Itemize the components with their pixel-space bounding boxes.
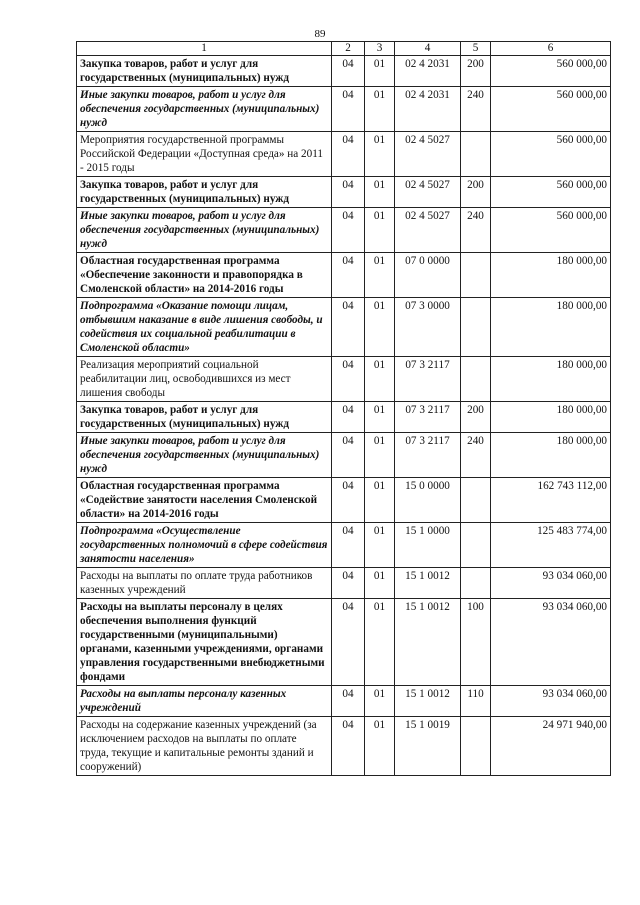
amount-cell: 180 000,00 [491,402,611,433]
table-row [77,298,611,357]
section-code-cell: 04 [332,599,365,686]
amount-cell: 24 971 940,00 [491,717,611,776]
target-article-cell: 07 3 2117 [395,433,461,478]
target-article-cell: 15 1 0012 [395,599,461,686]
row-name-cell: Иные закупки товаров, работ и услуг для обеспечения государственных (муниципальных) нужд [77,433,332,478]
target-article-cell: 07 3 2117 [395,357,461,402]
subsection-code-cell: 01 [365,357,395,402]
subsection-code-cell: 01 [365,177,395,208]
expense-type-cell [461,132,491,177]
target-article-cell: 02 4 5027 [395,132,461,177]
section-code-cell: 04 [332,208,365,253]
expense-type-cell [461,357,491,402]
header-cell: 1 [77,42,332,56]
section-code-cell: 04 [332,298,365,357]
section-code-cell: 04 [332,402,365,433]
header-cell: 4 [395,42,461,56]
expense-type-cell [461,478,491,523]
amount-cell: 560 000,00 [491,177,611,208]
row-name-cell: Иные закупки товаров, работ и услуг для обеспечения государственных (муниципальных) нужд [77,87,332,132]
row-name-cell: Расходы на содержание казенных учреждений (за исключением расходов на выплаты по оплате труда, текущие и капитальные ремонты зданий и сооружений) [77,717,332,776]
expense-type-cell: 200 [461,56,491,87]
section-code-cell: 04 [332,56,365,87]
expense-type-cell: 240 [461,208,491,253]
header-row [77,42,611,56]
table-row [77,208,611,253]
target-article-cell: 07 3 2117 [395,402,461,433]
amount-cell: 125 483 774,00 [491,523,611,568]
row-name-cell: Иные закупки товаров, работ и услуг для обеспечения государственных (муниципальных) нужд [77,208,332,253]
target-article-cell: 07 0 0000 [395,253,461,298]
subsection-code-cell: 01 [365,253,395,298]
expense-type-cell: 200 [461,177,491,208]
section-code-cell: 04 [332,568,365,599]
expense-type-cell: 100 [461,599,491,686]
header-cell: 6 [491,42,611,56]
expense-type-cell: 240 [461,433,491,478]
amount-cell: 93 034 060,00 [491,568,611,599]
target-article-cell: 15 1 0000 [395,523,461,568]
table-row [77,132,611,177]
section-code-cell: 04 [332,478,365,523]
row-name-cell: Расходы на выплаты персоналу казенных учреждений [77,686,332,717]
amount-cell: 93 034 060,00 [491,686,611,717]
target-article-cell: 02 4 5027 [395,177,461,208]
expense-type-cell: 110 [461,686,491,717]
subsection-code-cell: 01 [365,208,395,253]
subsection-code-cell: 01 [365,478,395,523]
budget-table [76,41,611,776]
amount-cell: 180 000,00 [491,433,611,478]
target-article-cell: 02 4 5027 [395,208,461,253]
section-code-cell: 04 [332,523,365,568]
subsection-code-cell: 01 [365,568,395,599]
subsection-code-cell: 01 [365,298,395,357]
target-article-cell: 15 1 0019 [395,717,461,776]
row-name-cell: Областная государственная программа «Содействие занятости населения Смоленской области» на 2014-2016 годы [77,478,332,523]
section-code-cell: 04 [332,132,365,177]
target-article-cell: 15 0 0000 [395,478,461,523]
row-name-cell: Подпрограмма «Оказание помощи лицам, отбывшим наказание в виде лишения свободы, и содействия их социальной реабилитации в Смоленской области» [77,298,332,357]
expense-type-cell [461,298,491,357]
header-cell: 2 [332,42,365,56]
table-row [77,478,611,523]
subsection-code-cell: 01 [365,433,395,478]
amount-cell: 162 743 112,00 [491,478,611,523]
expense-type-cell [461,568,491,599]
row-name-cell: Закупка товаров, работ и услуг для государственных (муниципальных) нужд [77,177,332,208]
table-row [77,177,611,208]
header-cell: 3 [365,42,395,56]
table-row [77,717,611,776]
amount-cell: 560 000,00 [491,56,611,87]
expense-type-cell [461,523,491,568]
subsection-code-cell: 01 [365,56,395,87]
subsection-code-cell: 01 [365,717,395,776]
table-row [77,402,611,433]
amount-cell: 180 000,00 [491,298,611,357]
row-name-cell: Мероприятия государственной программы Российской Федерации «Доступная среда» на 2011 - 2015 годы [77,132,332,177]
row-name-cell: Расходы на выплаты по оплате труда работников казенных учреждений [77,568,332,599]
subsection-code-cell: 01 [365,686,395,717]
expense-type-cell: 200 [461,402,491,433]
target-article-cell: 15 1 0012 [395,686,461,717]
target-article-cell: 15 1 0012 [395,568,461,599]
row-name-cell: Областная государственная программа «Обеспечение законности и правопорядка в Смоленской области» на 2014-2016 годы [77,253,332,298]
section-code-cell: 04 [332,87,365,132]
section-code-cell: 04 [332,253,365,298]
table-row [77,599,611,686]
section-code-cell: 04 [332,686,365,717]
amount-cell: 180 000,00 [491,357,611,402]
row-name-cell: Подпрограмма «Осуществление государственных полномочий в сфере содействия занятости населения» [77,523,332,568]
expense-type-cell [461,253,491,298]
subsection-code-cell: 01 [365,599,395,686]
table-row [77,523,611,568]
subsection-code-cell: 01 [365,87,395,132]
expense-type-cell: 240 [461,87,491,132]
amount-cell: 560 000,00 [491,87,611,132]
target-article-cell: 02 4 2031 [395,56,461,87]
table-row [77,87,611,132]
target-article-cell: 02 4 2031 [395,87,461,132]
page-number: 89 [314,28,326,40]
table-row [77,357,611,402]
table-row [77,433,611,478]
section-code-cell: 04 [332,177,365,208]
section-code-cell: 04 [332,433,365,478]
table-row [77,686,611,717]
section-code-cell: 04 [332,717,365,776]
subsection-code-cell: 01 [365,132,395,177]
row-name-cell: Закупка товаров, работ и услуг для государственных (муниципальных) нужд [77,402,332,433]
subsection-code-cell: 01 [365,402,395,433]
expense-type-cell [461,717,491,776]
table-row [77,568,611,599]
section-code-cell: 04 [332,357,365,402]
header-cell: 5 [461,42,491,56]
row-name-cell: Расходы на выплаты персоналу в целях обеспечения выполнения функций государственными (муниципальными) органами, казенными учреждениями, органами управления государственными внебюджетными фондами [77,599,332,686]
table-row [77,56,611,87]
row-name-cell: Закупка товаров, работ и услуг для государственных (муниципальных) нужд [77,56,332,87]
row-name-cell: Реализация мероприятий социальной реабилитации лиц, освободившихся из мест лишения свободы [77,357,332,402]
amount-cell: 180 000,00 [491,253,611,298]
amount-cell: 93 034 060,00 [491,599,611,686]
amount-cell: 560 000,00 [491,132,611,177]
target-article-cell: 07 3 0000 [395,298,461,357]
subsection-code-cell: 01 [365,523,395,568]
amount-cell: 560 000,00 [491,208,611,253]
table-row [77,253,611,298]
